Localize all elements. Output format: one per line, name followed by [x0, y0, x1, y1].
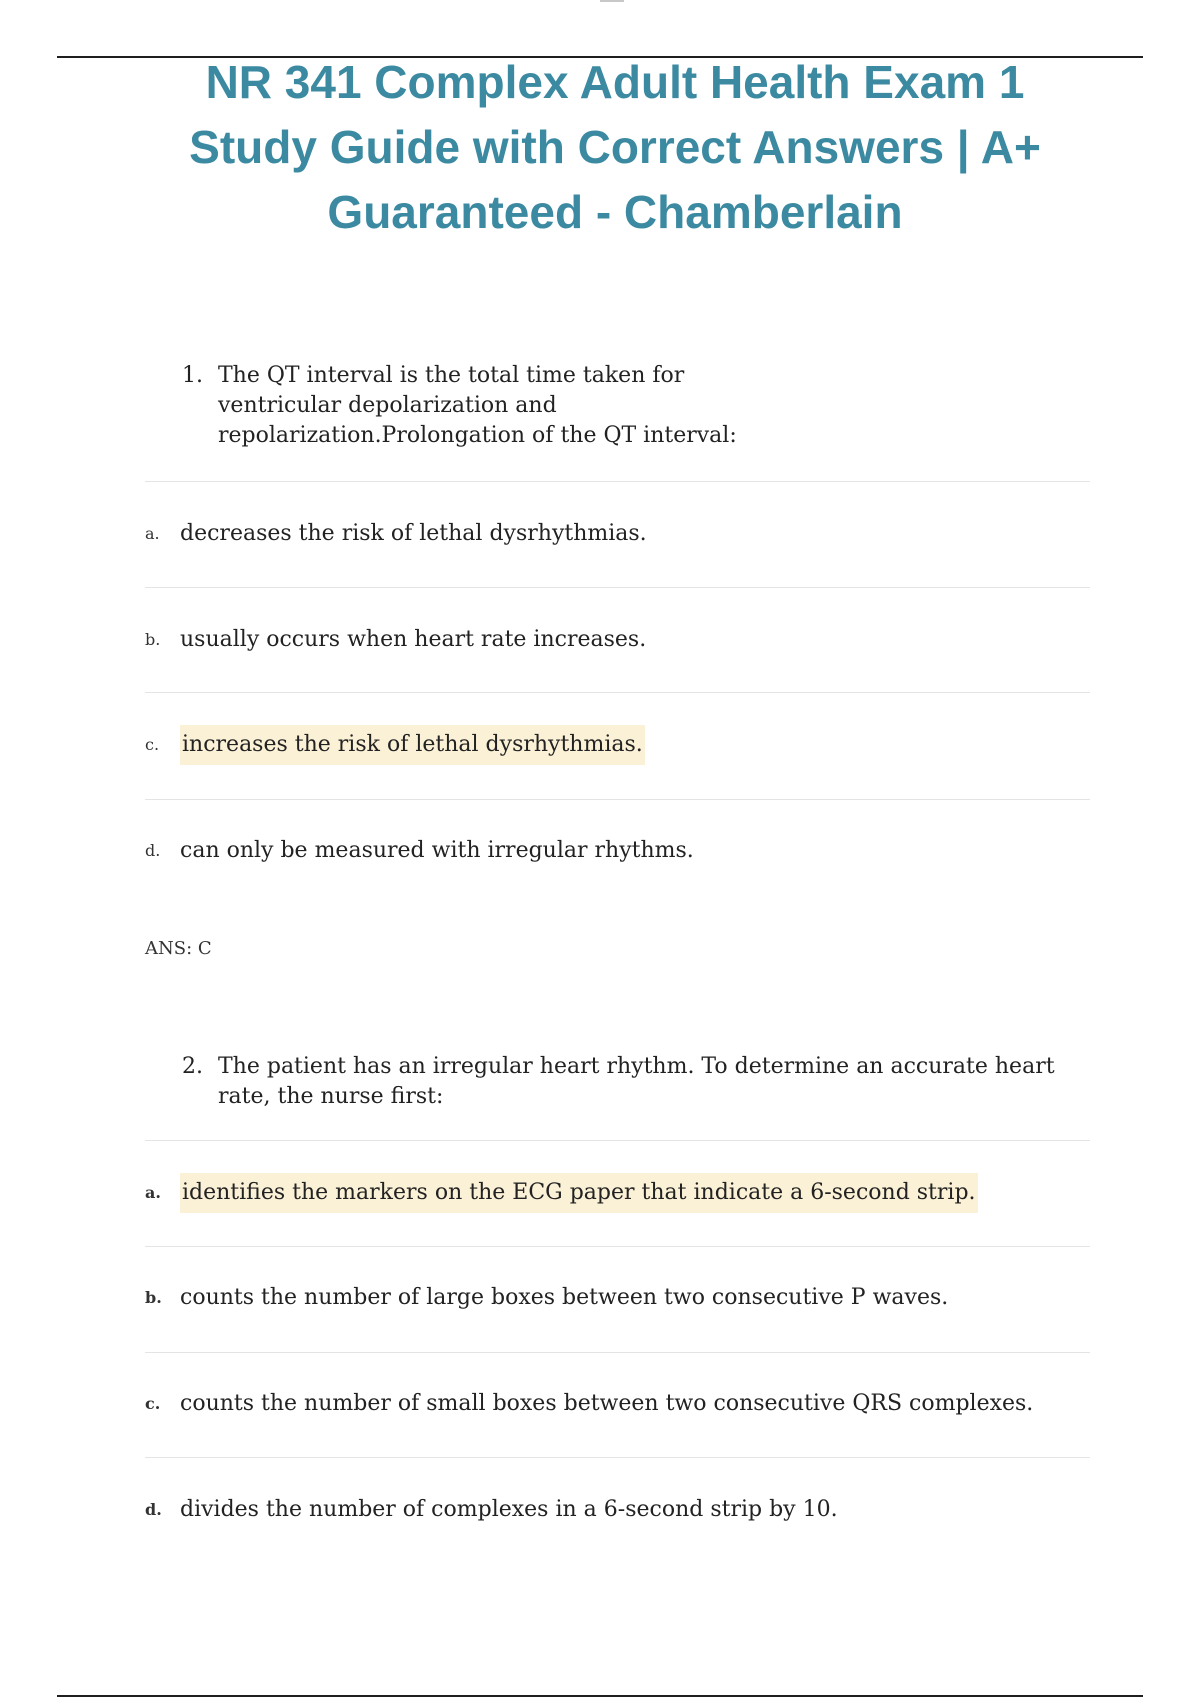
option-text: counts the number of small boxes between two consecutive QRS complexes.	[180, 1391, 1034, 1416]
question-1-option-d	[145, 831, 1085, 871]
option-text: can only be measured with irregular rhythms.	[180, 838, 694, 863]
option-letter: d.	[145, 841, 161, 860]
option-letter: a.	[145, 1183, 161, 1202]
question-number: 2.	[182, 1054, 203, 1079]
option-text: decreases the risk of lethal dysrhythmias.	[180, 521, 647, 546]
option-text: usually occurs when heart rate increases.	[180, 627, 647, 652]
question-1-option-c	[145, 725, 1085, 765]
divider	[145, 481, 1090, 482]
question-1	[182, 361, 802, 451]
question-2-option-a	[145, 1173, 1085, 1213]
divider	[145, 1246, 1090, 1247]
option-letter: c.	[145, 1394, 161, 1413]
option-letter: b.	[145, 1288, 162, 1307]
question-2-option-b	[145, 1278, 1085, 1318]
divider	[145, 1352, 1090, 1353]
question-1-option-a	[145, 514, 1085, 554]
option-text: divides the number of complexes in a 6-second strip by 10.	[180, 1497, 838, 1522]
divider	[145, 1457, 1090, 1458]
header-mark	[600, 0, 624, 2]
option-letter: d.	[145, 1500, 162, 1519]
divider	[145, 587, 1090, 588]
option-letter: c.	[145, 735, 160, 754]
divider	[145, 799, 1090, 800]
document-title: NR 341 Complex Adult Health Exam 1 Study Guide with Correct Answers | A+ Guaranteed - Chamberlain	[189, 56, 1041, 238]
question-2-option-d	[145, 1490, 1085, 1530]
question-number: 1.	[182, 363, 203, 388]
question-text: The QT interval is the total time taken for ventricular depolarization and repolarization.Prolongation of the QT interval:	[218, 363, 737, 448]
question-1-option-b	[145, 620, 1085, 660]
divider	[145, 1140, 1090, 1141]
option-letter: b.	[145, 630, 161, 649]
bottom-rule	[57, 1695, 1143, 1697]
question-2-option-c	[145, 1384, 1085, 1424]
question-text: The patient has an irregular heart rhythm. To determine an accurate heart rate, the nurse first:	[218, 1054, 1055, 1109]
question-2	[182, 1052, 1082, 1112]
correct-option-text: increases the risk of lethal dysrhythmias.	[180, 725, 645, 765]
option-text: counts the number of large boxes between two consecutive P waves.	[180, 1285, 949, 1310]
answer-key: ANS: C	[145, 938, 212, 959]
option-letter: a.	[145, 524, 160, 543]
correct-option-text: identifies the markers on the ECG paper that indicate a 6-second strip.	[180, 1173, 978, 1213]
divider	[145, 692, 1090, 693]
